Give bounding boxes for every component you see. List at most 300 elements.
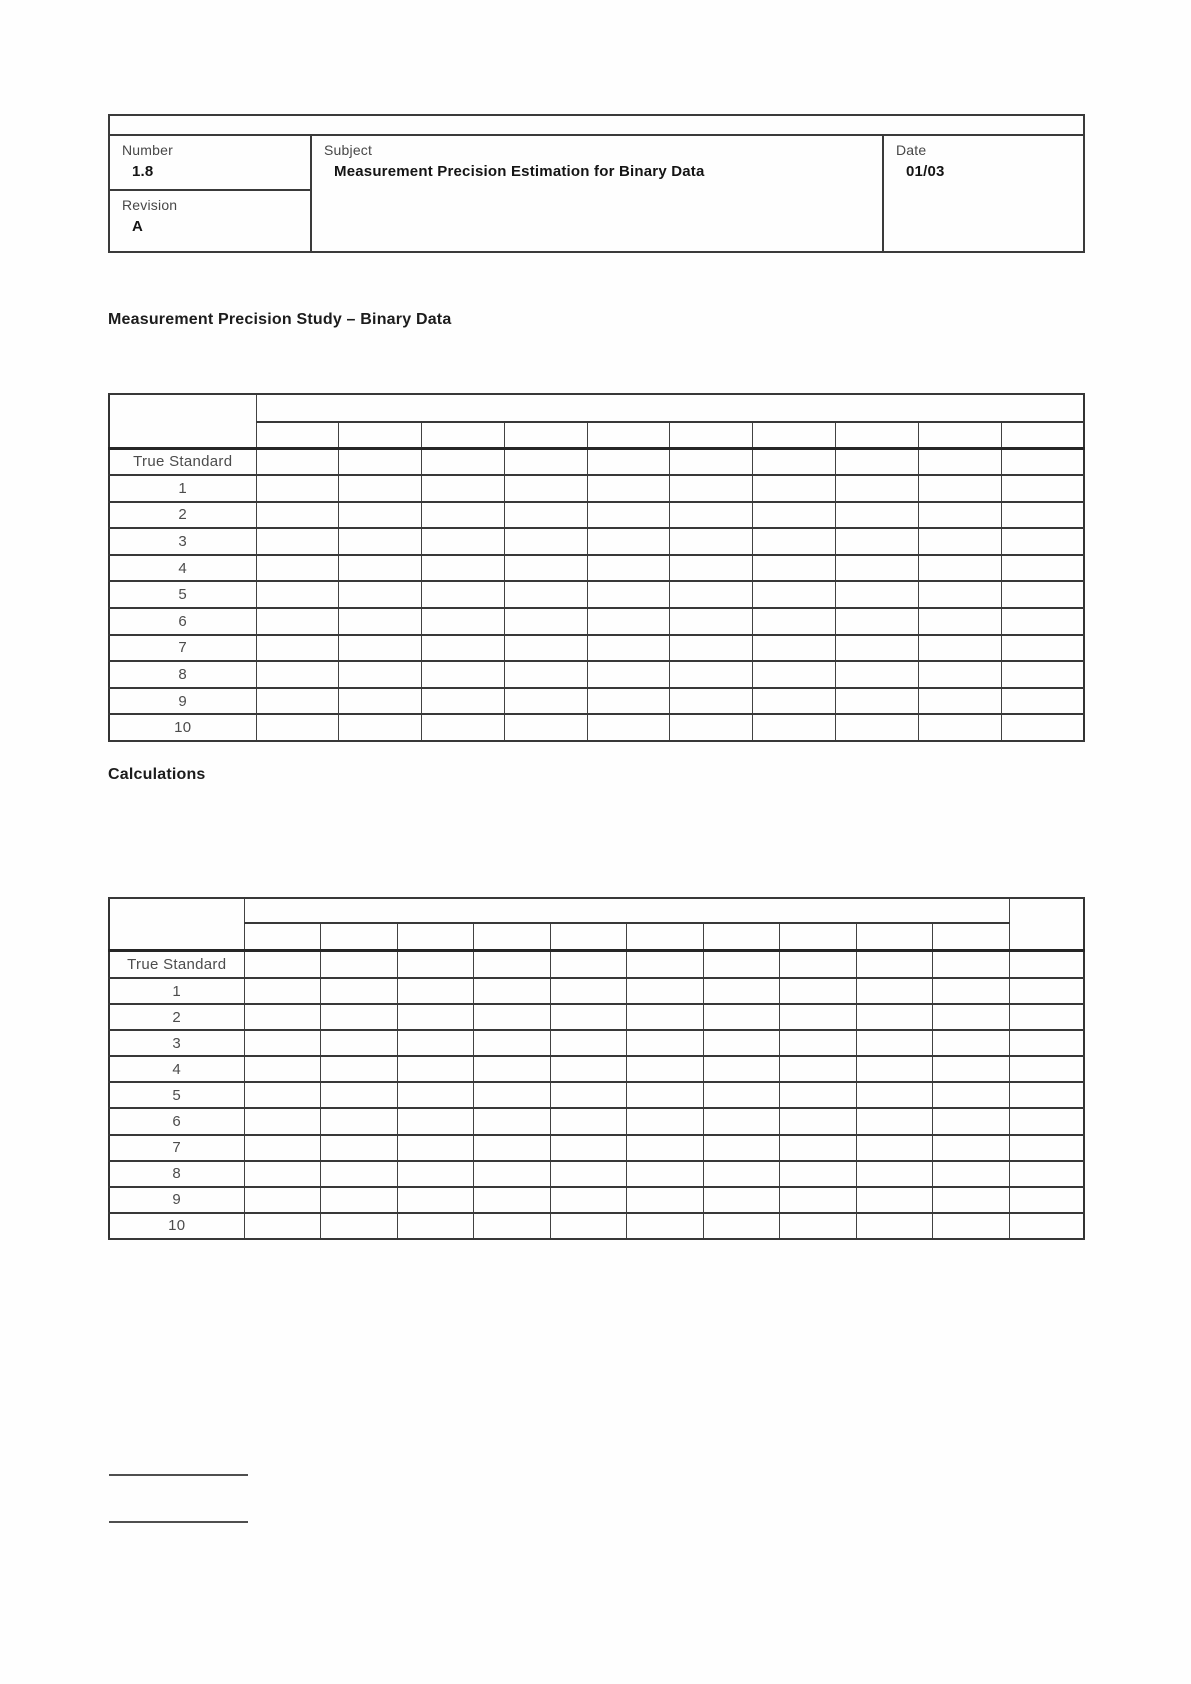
data-cell (836, 555, 919, 582)
row-label: 2 (109, 1004, 244, 1030)
data-cell (504, 555, 587, 582)
grid-subheader-cell (321, 923, 398, 950)
row-label: 7 (109, 1135, 244, 1161)
data-cell (474, 1213, 551, 1239)
data-cell (933, 1082, 1010, 1108)
data-cell (753, 635, 836, 662)
data-cell (670, 528, 753, 555)
data-cell (504, 661, 587, 688)
data-cell (856, 1082, 933, 1108)
data-cell (321, 978, 398, 1004)
grid-extra-header-cell (1009, 898, 1084, 950)
table-row (109, 475, 1084, 502)
data-cell (856, 1004, 933, 1030)
revision-value: A (132, 218, 144, 235)
data-cell (703, 1108, 780, 1134)
grid-span-header-cell (244, 898, 1009, 923)
blank-fill-line (109, 1521, 248, 1523)
grid-header-row-2 (109, 923, 1084, 950)
grid-header-row-1 (109, 394, 1084, 422)
date-label: Date (896, 142, 927, 158)
data-cell (474, 1030, 551, 1056)
data-cell (933, 978, 1010, 1004)
data-cell (504, 635, 587, 662)
table-row (109, 581, 1084, 608)
data-cell (474, 1108, 551, 1134)
data-cell (856, 1030, 933, 1056)
data-cell (474, 1161, 551, 1187)
data-cell (321, 1108, 398, 1134)
grid-corner-cell (109, 898, 244, 950)
data-cell (474, 950, 551, 978)
data-cell (933, 1187, 1010, 1213)
table-row (109, 608, 1084, 635)
row-label: 6 (109, 1108, 244, 1134)
data-cell (753, 502, 836, 529)
data-cell (422, 608, 505, 635)
data-cell (550, 1082, 627, 1108)
data-cell (339, 475, 422, 502)
data-cell (780, 1082, 857, 1108)
data-cell (627, 1213, 704, 1239)
data-cell (244, 1004, 321, 1030)
data-cell (1001, 688, 1084, 715)
document-info-table (108, 114, 1085, 253)
data-cell (256, 688, 339, 715)
data-cell (474, 1187, 551, 1213)
data-cell (504, 528, 587, 555)
table-row (109, 635, 1084, 662)
data-cell (321, 1135, 398, 1161)
grid-subheader-cell (1001, 422, 1084, 448)
data-cell (474, 1004, 551, 1030)
data-cell (780, 1056, 857, 1082)
data-cell (780, 950, 857, 978)
data-cell (339, 555, 422, 582)
header-top-strip-row (109, 115, 1084, 135)
row-label: 5 (109, 1082, 244, 1108)
grid-subheader-cell (339, 422, 422, 448)
row-label: 3 (109, 528, 256, 555)
data-cell (339, 714, 422, 741)
table-row (109, 1030, 1084, 1056)
data-cell (670, 448, 753, 475)
data-cell (670, 661, 753, 688)
data-cell (670, 555, 753, 582)
row-label: 9 (109, 1187, 244, 1213)
grid-subheader-cell (244, 923, 321, 950)
data-cell (339, 448, 422, 475)
data-cell (1009, 1056, 1084, 1082)
grid-subheader-cell (703, 923, 780, 950)
data-cell (474, 1082, 551, 1108)
data-cell (856, 1056, 933, 1082)
data-cell (474, 978, 551, 1004)
data-cell (627, 1004, 704, 1030)
data-cell (703, 1056, 780, 1082)
row-header-true-standard: True Standard (109, 950, 244, 978)
table-row (109, 950, 1084, 978)
data-cell (933, 1161, 1010, 1187)
data-cell (339, 581, 422, 608)
data-cell (256, 528, 339, 555)
data-cell (670, 714, 753, 741)
data-cell (587, 714, 670, 741)
grid-subheader-cell (836, 422, 919, 448)
grid-subheader-cell (397, 923, 474, 950)
data-cell (244, 950, 321, 978)
grid-subheader-cell (780, 923, 857, 950)
data-cell (918, 502, 1001, 529)
data-cell (836, 448, 919, 475)
table-row (109, 1004, 1084, 1030)
data-cell (397, 1056, 474, 1082)
data-cell (587, 635, 670, 662)
row-label: 3 (109, 1030, 244, 1056)
data-cell (856, 1161, 933, 1187)
data-cell (753, 555, 836, 582)
data-cell (550, 978, 627, 1004)
data-cell (933, 1030, 1010, 1056)
data-cell (321, 950, 398, 978)
calculations-title: Calculations (108, 766, 206, 783)
data-cell (244, 1187, 321, 1213)
data-cell (753, 688, 836, 715)
row-label: 8 (109, 661, 256, 688)
data-cell (1009, 978, 1084, 1004)
data-cell (397, 1030, 474, 1056)
data-cell (933, 1004, 1010, 1030)
row-label: 1 (109, 475, 256, 502)
data-cell (321, 1030, 398, 1056)
study-title: Measurement Precision Study – Binary Data (108, 311, 452, 328)
study-data-table (108, 393, 1085, 742)
data-cell (836, 635, 919, 662)
calculations-table (108, 897, 1085, 1240)
data-cell (780, 1161, 857, 1187)
row-label: 6 (109, 608, 256, 635)
row-label: 5 (109, 581, 256, 608)
data-cell (753, 448, 836, 475)
data-cell (397, 1161, 474, 1187)
data-cell (670, 608, 753, 635)
grid-subheader-cell (753, 422, 836, 448)
data-cell (627, 1108, 704, 1134)
grid-subheader-cell (587, 422, 670, 448)
data-cell (836, 502, 919, 529)
data-cell (587, 528, 670, 555)
data-cell (321, 1213, 398, 1239)
table-row (109, 1135, 1084, 1161)
data-cell (504, 475, 587, 502)
data-cell (1001, 581, 1084, 608)
data-cell (670, 502, 753, 529)
data-cell (627, 1135, 704, 1161)
data-cell (933, 950, 1010, 978)
data-cell (1009, 950, 1084, 978)
data-cell (703, 1082, 780, 1108)
data-cell (504, 714, 587, 741)
row-label: 10 (109, 714, 256, 741)
data-cell (504, 608, 587, 635)
data-cell (244, 1161, 321, 1187)
data-cell (918, 635, 1001, 662)
grid-subheader-cell (856, 923, 933, 950)
data-cell (587, 581, 670, 608)
data-cell (550, 1030, 627, 1056)
grid-corner-cell (109, 394, 256, 448)
data-cell (321, 1161, 398, 1187)
data-cell (550, 1135, 627, 1161)
data-cell (1001, 555, 1084, 582)
data-cell (422, 528, 505, 555)
data-cell (627, 978, 704, 1004)
data-cell (753, 661, 836, 688)
data-cell (856, 1187, 933, 1213)
grid-header-row-1 (109, 898, 1084, 923)
data-cell (856, 1213, 933, 1239)
data-cell (339, 608, 422, 635)
data-cell (703, 978, 780, 1004)
data-cell (780, 1213, 857, 1239)
data-cell (1009, 1187, 1084, 1213)
data-cell (256, 635, 339, 662)
data-cell (256, 661, 339, 688)
subject-label: Subject (324, 142, 373, 158)
data-cell (933, 1108, 1010, 1134)
table-row (109, 528, 1084, 555)
data-cell (397, 1082, 474, 1108)
data-cell (918, 714, 1001, 741)
data-cell (321, 1187, 398, 1213)
data-cell (339, 502, 422, 529)
data-cell (550, 1213, 627, 1239)
data-cell (587, 661, 670, 688)
data-cell (836, 608, 919, 635)
subject-value: Measurement Precision Estimation for Binary Data (334, 163, 705, 180)
data-cell (836, 581, 919, 608)
data-cell (397, 1135, 474, 1161)
subject-cell (311, 135, 883, 252)
grid-subheader-cell (918, 422, 1001, 448)
data-cell (1001, 528, 1084, 555)
data-cell (422, 661, 505, 688)
data-cell (933, 1056, 1010, 1082)
data-cell (1001, 608, 1084, 635)
data-cell (397, 1187, 474, 1213)
data-cell (422, 475, 505, 502)
table-row (109, 661, 1084, 688)
data-cell (1009, 1030, 1084, 1056)
data-cell (256, 714, 339, 741)
data-cell (918, 688, 1001, 715)
data-cell (836, 661, 919, 688)
data-cell (780, 1135, 857, 1161)
data-cell (504, 502, 587, 529)
data-cell (587, 608, 670, 635)
data-cell (627, 950, 704, 978)
data-cell (321, 1056, 398, 1082)
data-cell (1009, 1135, 1084, 1161)
data-cell (587, 688, 670, 715)
data-cell (856, 1135, 933, 1161)
data-cell (587, 502, 670, 529)
grid-subheader-cell (670, 422, 753, 448)
revision-cell (109, 190, 311, 252)
number-cell (109, 135, 311, 190)
data-cell (587, 555, 670, 582)
number-label: Number (122, 142, 173, 158)
data-cell (422, 688, 505, 715)
data-cell (256, 502, 339, 529)
data-cell (1009, 1004, 1084, 1030)
data-cell (703, 1161, 780, 1187)
data-cell (504, 688, 587, 715)
data-cell (1009, 1108, 1084, 1134)
data-cell (627, 1187, 704, 1213)
number-value: 1.8 (132, 163, 154, 180)
data-cell (780, 1187, 857, 1213)
data-cell (587, 475, 670, 502)
grid-subheader-cell (550, 923, 627, 950)
grid-subheader-cell (504, 422, 587, 448)
data-cell (1009, 1213, 1084, 1239)
grid-subheader-cell (627, 923, 704, 950)
data-cell (339, 528, 422, 555)
data-cell (703, 1187, 780, 1213)
data-cell (587, 448, 670, 475)
data-cell (550, 1187, 627, 1213)
data-cell (836, 714, 919, 741)
table-row (109, 1082, 1084, 1108)
data-cell (422, 502, 505, 529)
data-cell (474, 1056, 551, 1082)
data-cell (422, 635, 505, 662)
blank-fill-line (109, 1474, 248, 1476)
data-cell (703, 1135, 780, 1161)
table-row (109, 448, 1084, 475)
data-cell (244, 978, 321, 1004)
data-cell (1001, 448, 1084, 475)
data-cell (550, 1161, 627, 1187)
date-value: 01/03 (906, 163, 945, 180)
table-row (109, 502, 1084, 529)
data-cell (918, 608, 1001, 635)
data-cell (627, 1082, 704, 1108)
data-cell (550, 950, 627, 978)
data-cell (256, 608, 339, 635)
data-cell (256, 555, 339, 582)
data-cell (836, 475, 919, 502)
data-cell (422, 555, 505, 582)
data-cell (753, 528, 836, 555)
data-cell (1001, 475, 1084, 502)
row-label: 9 (109, 688, 256, 715)
data-cell (753, 608, 836, 635)
table-row (109, 555, 1084, 582)
data-cell (933, 1213, 1010, 1239)
date-cell (883, 135, 1084, 252)
data-cell (256, 581, 339, 608)
data-cell (256, 448, 339, 475)
data-cell (856, 950, 933, 978)
data-cell (550, 1056, 627, 1082)
data-cell (836, 528, 919, 555)
table-row (109, 714, 1084, 741)
data-cell (856, 1108, 933, 1134)
data-cell (918, 528, 1001, 555)
row-label: 10 (109, 1213, 244, 1239)
data-cell (504, 448, 587, 475)
data-cell (703, 950, 780, 978)
table-row (109, 1161, 1084, 1187)
data-cell (703, 1004, 780, 1030)
data-cell (504, 581, 587, 608)
data-cell (339, 661, 422, 688)
data-cell (244, 1108, 321, 1134)
data-cell (256, 475, 339, 502)
data-cell (933, 1135, 1010, 1161)
row-label: 8 (109, 1161, 244, 1187)
data-cell (753, 581, 836, 608)
data-cell (550, 1108, 627, 1134)
data-cell (670, 688, 753, 715)
data-cell (244, 1135, 321, 1161)
data-cell (918, 661, 1001, 688)
grid-subheader-cell (422, 422, 505, 448)
grid-subheader-cell (256, 422, 339, 448)
data-cell (856, 978, 933, 1004)
revision-label: Revision (122, 197, 178, 213)
data-cell (474, 1135, 551, 1161)
data-cell (627, 1030, 704, 1056)
data-cell (703, 1030, 780, 1056)
row-label: 1 (109, 978, 244, 1004)
data-cell (918, 448, 1001, 475)
row-label: 7 (109, 635, 256, 662)
data-cell (339, 688, 422, 715)
data-cell (1009, 1082, 1084, 1108)
data-cell (321, 1004, 398, 1030)
data-cell (422, 714, 505, 741)
table-row (109, 688, 1084, 715)
data-cell (753, 475, 836, 502)
grid-span-header-cell (256, 394, 1084, 422)
table-row (109, 1056, 1084, 1082)
data-cell (670, 475, 753, 502)
data-cell (918, 581, 1001, 608)
data-cell (397, 1108, 474, 1134)
data-cell (397, 978, 474, 1004)
data-cell (780, 1004, 857, 1030)
grid-subheader-cell (933, 923, 1010, 950)
data-cell (244, 1056, 321, 1082)
data-cell (550, 1004, 627, 1030)
grid-subheader-cell (474, 923, 551, 950)
data-cell (670, 635, 753, 662)
data-cell (244, 1082, 321, 1108)
header-top-strip-cell (109, 115, 1084, 135)
data-cell (397, 1213, 474, 1239)
data-cell (780, 978, 857, 1004)
data-cell (422, 448, 505, 475)
data-cell (1009, 1161, 1084, 1187)
row-header-true-standard: True Standard (109, 448, 256, 475)
data-cell (918, 555, 1001, 582)
data-cell (753, 714, 836, 741)
data-cell (397, 1004, 474, 1030)
data-cell (670, 581, 753, 608)
